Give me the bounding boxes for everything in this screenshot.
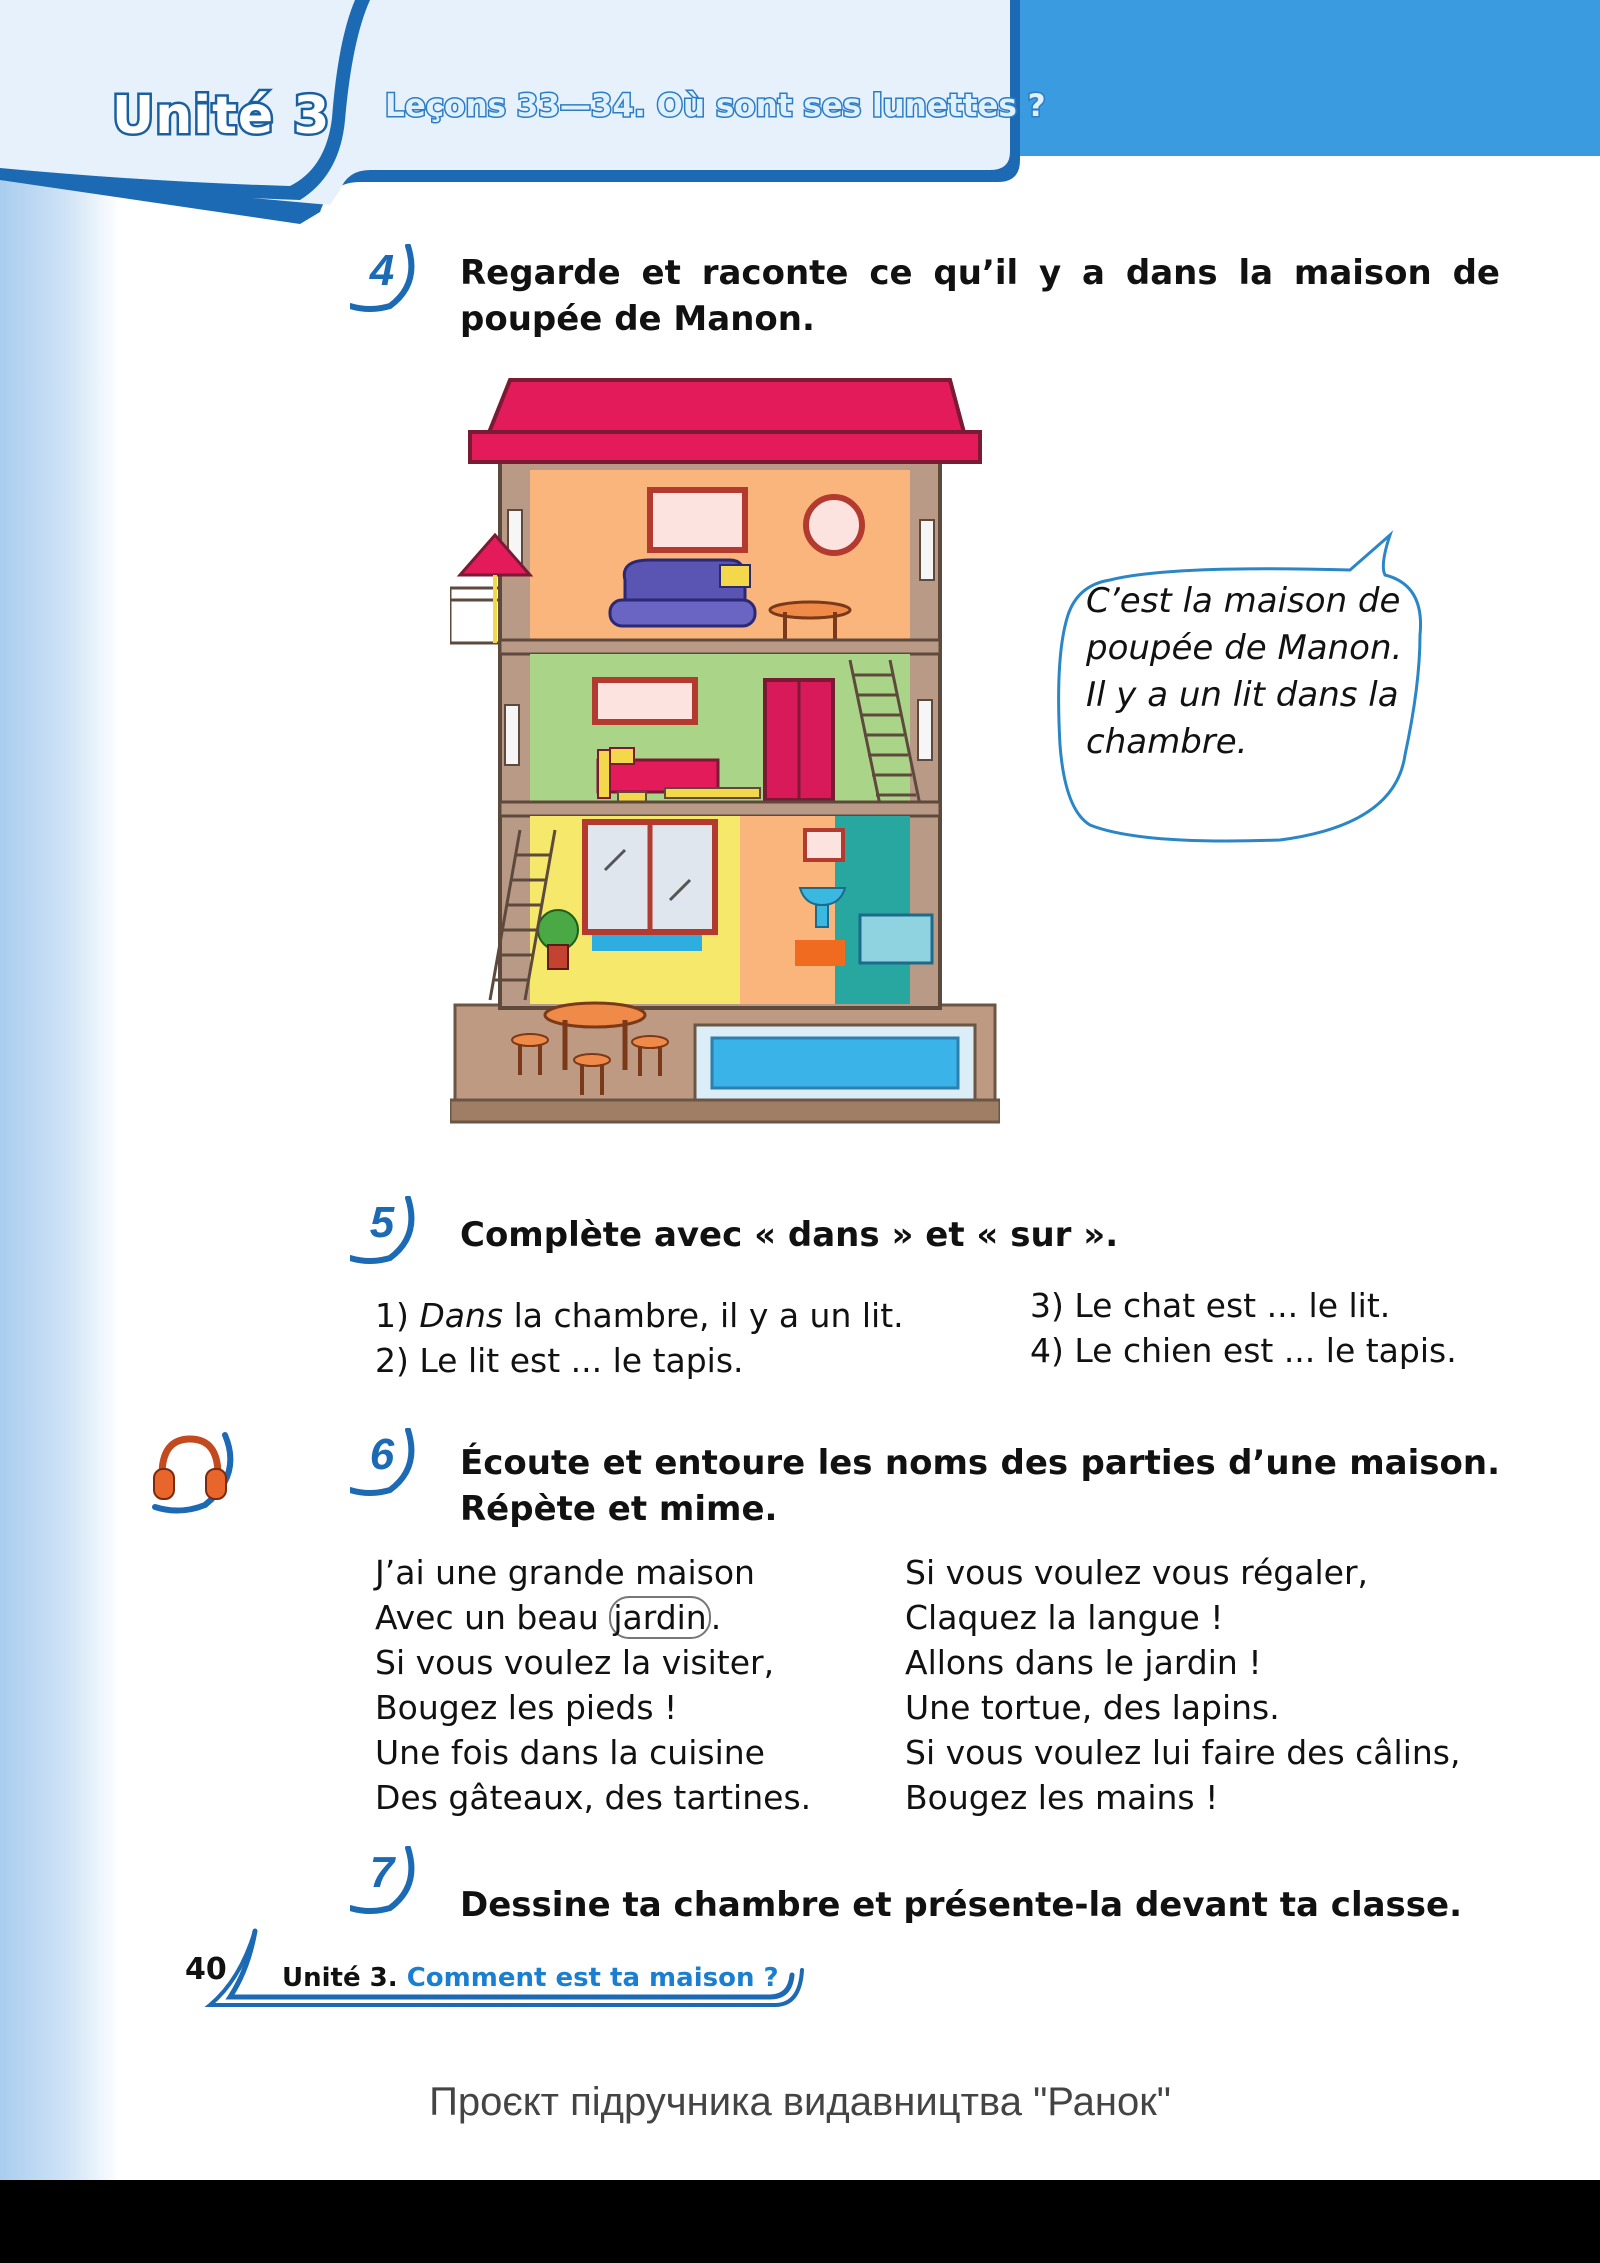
circled-word-jardin: jardin [609, 1596, 710, 1639]
exercise-5-item-1: 1) Dans la chambre, il y a un lit. [375, 1296, 904, 1335]
exercise-4-number-badge [350, 244, 420, 314]
exercise-6-number-badge [350, 1428, 420, 1498]
exercise-6-number: 6 [369, 1430, 395, 1479]
headphones-icon [150, 1425, 240, 1515]
poem-line: Bougez les mains ! [905, 1778, 1219, 1817]
exercise-4-number: 4 [369, 246, 395, 295]
exercise-5-item-4: 4) Le chien est ... le tapis. [1030, 1331, 1457, 1370]
page-number: 40 [185, 1952, 227, 1987]
publisher-watermark: Проєкт підручника видавництва "Ранок" [429, 2080, 1171, 2124]
dollhouse-illustration [450, 360, 1000, 1130]
exercise-6-title: Écoute et entoure les noms des parties d’une maison. Répète et mime. [460, 1443, 1500, 1529]
exercise-7-title: Dessine ta chambre et présente-la devant ta classe. [460, 1885, 1462, 1925]
poem-right-column [905, 1550, 1460, 1820]
exercise-5-number-badge [350, 1196, 420, 1266]
exercise-5-number: 5 [369, 1198, 395, 1247]
exercise-5-item-3: 3) Le chat est ... le lit. [1030, 1286, 1391, 1325]
exercise-7-number: 7 [369, 1848, 395, 1897]
exercise-5-item-2: 2) Le lit est ... le tapis. [375, 1341, 744, 1380]
exercise-7-number-badge [350, 1846, 420, 1916]
speech-bubble-text: C’est la maison de poupée de Manon. Il y a un lit dans la chambre. [1086, 581, 1403, 762]
poem-line: Allons dans le jardin ! [905, 1643, 1262, 1682]
poem-line: Avec un beau jardin . [375, 1598, 722, 1637]
exercise-4-title: Regarde et raconte ce qu’il y a dans la maison de poupée de Manon. [460, 253, 1500, 339]
poem-line: Une tortue, des lapins. [905, 1688, 1280, 1727]
poem-line: Si vous voulez vous régaler, [905, 1553, 1368, 1592]
poem-left-column [375, 1550, 811, 1820]
exercise-5-title: Complète avec « dans » et « sur ». [460, 1215, 1119, 1255]
lesson-title: Leçons 33—34. Où sont ses lunettes ? [385, 88, 1046, 124]
poem-line: Des gâteaux, des tartines. [375, 1778, 812, 1817]
poem-line: Si vous voulez la visiter, [375, 1643, 775, 1682]
poem-line: J’ai une grande maison [375, 1553, 755, 1592]
poem-line: Bougez les pieds ! [375, 1688, 678, 1727]
unit-label: Unité 3 [112, 86, 331, 146]
footer-unit-title: Unité 3. Comment est ta maison ? [282, 1963, 779, 1993]
poem-line: Une fois dans la cuisine [375, 1733, 765, 1772]
poem-line: Si vous voulez lui faire des câlins, [905, 1733, 1461, 1772]
poem-line: Claquez la langue ! [905, 1598, 1224, 1637]
side-gradient-strip [0, 0, 120, 2180]
